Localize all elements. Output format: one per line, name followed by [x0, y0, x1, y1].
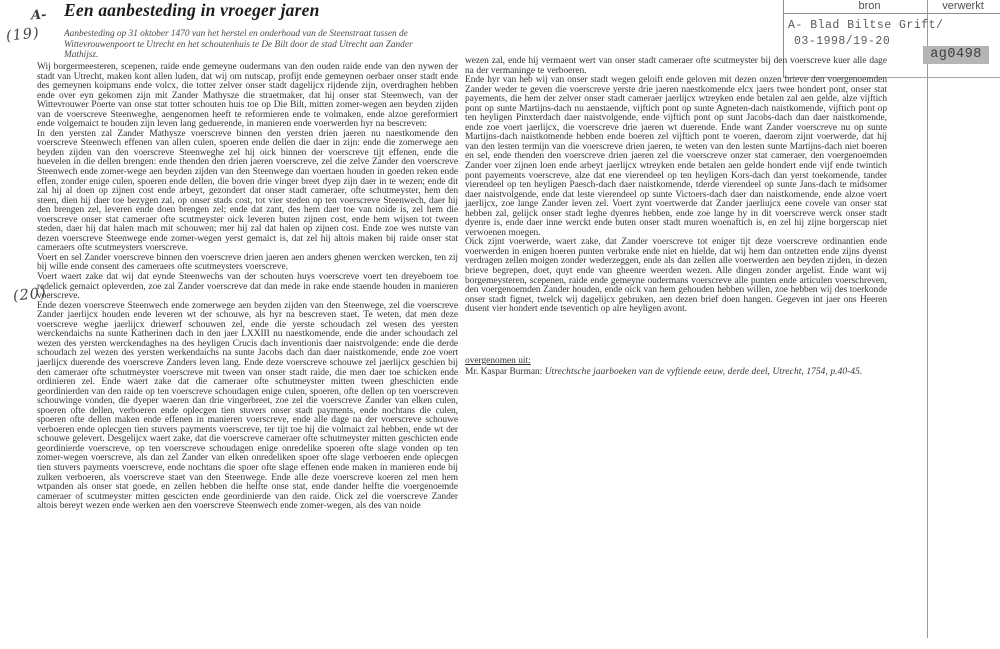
handwritten-a-mark: A-: [30, 7, 47, 24]
body-paragraph: Wij borgermeesteren, scepenen, raide ende gemeyne oudermans van den ouden raide ende van den nywen der stadt van Utrecht, maken kont allen luden, dat wij om nutscap, profijt ende gemeynen oerbaer onser stadt ende des gemeynen koipmans ende volcx, die totter zelver onser stadt dagelijcx rijdende zijn, overdraghen hebben ende over eyn gekomen zijn mit Zander Mathysze die straetmaker, dat hij onser stat Steenwech, van der Wittevrouwer Poerte van onse stat totter schouten huis toe op Die Bilt, mitten zomer-wegen aen beyden zijden van de voerscreve Steenweghe, aengenomen heeft te reformieren ende te volmaken, ende alzoe gereformiert ende volgemaict te houden zijn leven lang geduerende, in manieren ende voerwerden hyr na bescreven:: [37, 62, 458, 130]
page-title: Een aanbesteding in vroeger jaren: [64, 0, 320, 20]
source-reference-line1: A- Blad Biltse Grift/: [788, 19, 944, 32]
right-text-column: [465, 57, 887, 315]
body-paragraph: Voert en sel Zander voerscreve binnen den voerscreve drien jaeren aen anders ghenen wercken wercken, ten zij bij wille ende consent des cameraers ofte scutmeysters voerscreve.: [37, 252, 458, 273]
intro-summary: Aanbesteding op 31 oktober 1470 van het herstel en onderhoud van de Steenstraat tussen de Wittevrouwenpoort te Utrecht en het schoutenhuis te De Bilt door de stad Utrecht aan Zander Mathijsz.: [64, 29, 413, 61]
body-paragraph: Ende hyr van heb wij van onser stadt wegen geloift ende geloven mit dezen onzen brieve den voergenoemden Zander weder te geven die voerscreve yerste drie jaeren naestkomende elcx jaers twee hondert pont, onser stat payements, die hem der zelver onser stadt cameraer jaerlijcx wtreyken ende betalen zal aen gelde, alze vijftich pont op sunte Martijns-dach nu aenstaende, vijftich pont op sunte Agneten-dach naistkomende, vijftich pont op ten heyligen Pinxterdach daer naistvolgende, ende vijftich pont op sunt Jacobs-dach dan daer naistkomende, ende zoe voert jaerlijcx, die voerscreve drie jaeren wt duerende. Ende want Zander voerscreve nu op sunte Martijns-dach naistkomende hebben ende boeren zel vijftich pont te voeren, daerom zijnt voerwerde, dat hij van den lesten termijn van die voerscreve drien jaeren, te weten van den lesten sunte Martijns-dach niet boeren en sel, ende thenden den voerscreve drien jaeren zel die voerscreve onzer stat cameraer, den voergenoemden Zander voer zijnen loen ende arbeyt jaerlijcx wtreyken ende betalen aen gelde hondert ende vijf ende twintich pont payements voerscreve, alze dat ene vierendeel op ten heyligen Kors-dach dan yerst toekomende, tander vierendeel op ten heyligen Paesch-dach daer naistkomende, tderde vierendeel op sunte Jans-dach te midsomer daer naistvolgende, ende dat leste vierendeel op sunte Victoers-dach daer dan naistkomende, ende alzoe voert jaerlijcx, zoe lange Zander leven zel. Voert zynt voertwerde dat Zander jaerliujcx eene covele van onser stat hebben zal, gelijck onser stadt leghe dyenres hebben, ende zoe lange hy in dit voerscreve werck onser stadt dyenre is, ende daer inne werckt ende buten onser stadt muren woenaftich is, en zel hij zijne borgerscap niet verwoenen moegen.: [465, 75, 887, 238]
source-label: overgenomen uit:: [465, 356, 531, 366]
source-note: [465, 356, 895, 378]
form-column-header-verwerkt: verwerkt: [942, 0, 984, 12]
body-paragraph: Oick zijnt voerwerde, waert zake, dat Zander voerscreve tot eniger tijt deze voerscreve ordinantien ende voerwerden in enigen hoeren punten verbrake ende niet en hielde, dat wij hem dan ontzetten ende zijns dyenst verdragen zellen moigen zonder wederzeggen, ende als dan zellen alle voerwerden aen beyden zijden, in dezen brieve begrepen, doet, quyt ende van gheenre weerden wezen. Alle dingen zonder argelist. Ende want wij borgemeysteren, scepenen, raide ende gemeyne oudermans voerscreve alle punten ende articulen voerschreven, den voergenoemden Zander houden, ende oick van hem gehouden hebben willen, zoe hebben wij des toerkonde onser stadt fignet, twelck wij dagelijcx gebruken, aen dezen brief doen hangen. Gegeven int jaer ons Heeren dusent vier hondert ende tseventich op alre heyligen avont.: [465, 237, 887, 315]
body-paragraph: In den yersten zal Zander Mathysze voerscreve binnen den yersten drien jaeren nu naestkomende den voerscreve Steenwech effenen van allen culen, spoeren ende dellen die daer in zijn: ende die zomerwege aen beyden zijden van den voerscreve Steenweghe zel hij oick binnen der voerscreve tijt effenen, ende die huevelen in die dellen brengen: ende thenden den drien jaeren voerscreve, zel die zelve Zander den voerscreve Steenwech ende zomer-wege aen beyden zijden van den Steenwege dan voertaen houden in goeden reken ende effen, zonder enige culen, spoeren ende dellen, die boven drie vinger breet dyep zijn daer in te wezen; ende dit zal hij al doen op zijnen cost ende arbeyt, gezondert dat onser stadt cameraer, ofte schutmeyster, hem den steen, dien hij daer toe bezygen zal, op onser stads cost, tot vier steden op ten voerscreve Steenwech, daer hij den brengen zel, leveren ende doen brengen zel; ende dat zant, des hem daer toe van noide is, zel hem die voerscreve onser stat cameraer ofte scutmeyster oick leveren buten zijnen cost, ende hem wijsen tot tween steden, daer hij dat halen mach mit schouwen; mer hij zal dat halen op zijnen cost. Ende zoe wes nutste van dezen voerscreve Steenwege ende zomer-wegen yerst gemaict is, dat zel hij altois maken bij raide onser stat cameraers ofte scutmeysters voerscreve.: [37, 128, 458, 254]
handwritten-note-19: (19): [5, 25, 41, 45]
source-reference-stamp: [788, 18, 943, 50]
processing-code-stamp: ag0498: [923, 46, 989, 64]
source-work-title: Utrechtsche jaarboeken van de vyftiende eeuw, derde deel, Utrecht, 1754, p.40-45.: [544, 367, 863, 377]
form-header-divider-line: [783, 13, 1000, 14]
source-reference-line2: 03-1998/19-20: [794, 35, 891, 48]
handwritten-note-20: (20): [12, 285, 48, 305]
body-paragraph: Ende dezen voerscreve Steenwech ende zomerwege aen beyden zijden van den Steenwege, zel die voerscreve Zander jaerlijcx houden ende leveren wt der schouwe, als hyr na bescreven staet. Te weten, dat men deze voerscreve weghe jaerlijcx driewerf schouwen zel, ende die yerste schoudach zel wesen des yersten werckendaichs na sunte Katherinen dach in den jaer LXXIII nu naestkomende, ende die ander schoudach zel wezen des yersten werckendaghes na des heyligen Crucis dach inventionis daer naistvolgende: ende die derde schoudach zel wezen des yersten werkendaichs na sunte Jacobs dach dan daer naistkomende, ende zoe voert jaerlijcx duerende des voerscreve Zanders leven lang. Ende deze voerscreve schouwe zel jaerlijcx geschien bij den cameraer ofte schutmeyster voerscreve mit tween van onser stadt raide, die men daer toe schicken ende ordinieren zel. Ende waert zake dat die cameraer ofte schutmeyster mitten tween gheschicten ende geordinierden van den raide op ten voerscreve schoudagen enige culen, spoeren, ofte dellen op ten voerscreven schouwinge vonden, die dyeper waeren dan drie vingerbreet, zoe zel die voerscreve Zander van elken culen, spoeren ofte dellen, verboeren ende oplecgen tien stuvers onser stadt payments, ende nochtans die culen, spoeren ofte dellen maken ende effenen in manieren voerscreve, ende alle dage na der voerscreve schouwe verboeren ende oplecgen tien stuvers payments voerscreve, ter tijt toe hij die volmaict zal hebben, ende wt der schouwe gelevert. Desgelijcx waert zake, dat die voerscreve cameraer ofte schutmeyster mitten geschicten ende geordinierde voerscreve, op ten voerscreve schoudagen enige onredelike spoeren ofte slage vonden op ten zomer-wegen voerscreve, als dan zel Zander van elken onredeliken spoer ofte slage verboeren ende oplecgen tien stuvers payments voerscreve, ende nochtans die spoer ofte slage effenen ende maken in manieren ende bij zulken verboeren, als voerscreve staet van den Steenwege. Ende alle deze voerscreve koeren zel men hem wtpanden als onser stat goede, en zellen hebben die helfte onse stat, ende dander helfte die voergenoemde cameraer of scutmeyster mitten gescicten ende geordinierde van den raide. Oick zel die voerscreve Zander altois bereyt wezen ende werken aen den voerscreve Steenwech ende zomer-wegen, als des van noide: [37, 300, 458, 512]
body-paragraph: wezen zal, ende hij vermaent wert van onser stadt cameraer ofte scutmeyster bij den voerscreve kuer alle dage na der vermaninge te verboeren.: [465, 56, 887, 76]
form-column-divider-line: [927, 0, 928, 638]
source-citation: [465, 367, 895, 378]
body-paragraph: Voert waert zake dat wij dat eynde Steenwechs van der schouten huys voerscreve voert ten dreyeboem toe redelick gemaict opleverden, zoe zal Zander voerscreve dat dan mede in rake ende staende houden in manieren voerscreve.: [37, 272, 458, 302]
left-text-column: [37, 63, 458, 512]
form-column-header-bron: bron: [858, 0, 881, 12]
source-author: Mr. Kaspar Burman:: [465, 367, 545, 377]
